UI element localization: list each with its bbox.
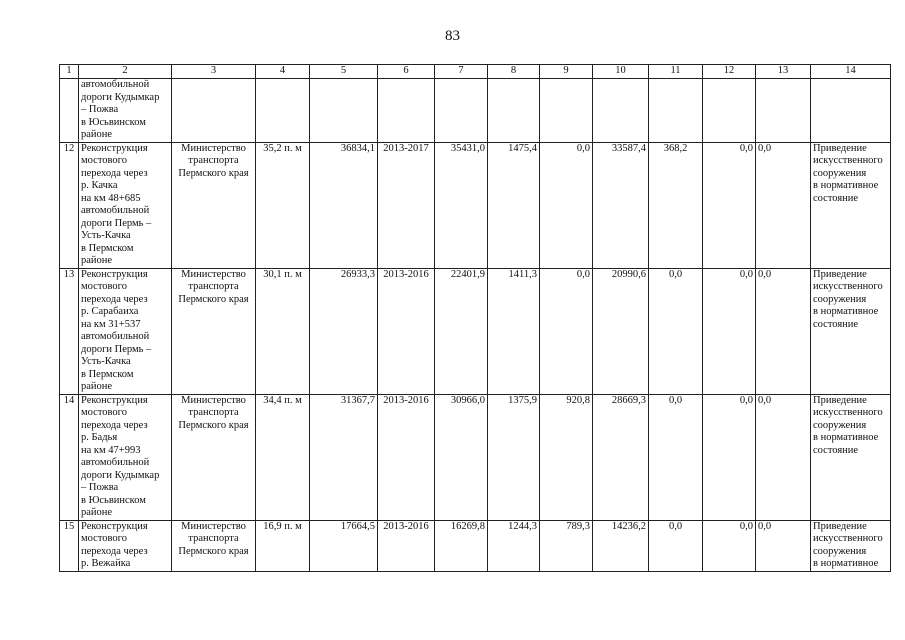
object-name-cell: Реконструкция мостового перехода через р. Качка на км 48+685 автомобильной дороги Пермь – Усть-Качка в Пермском районе: [79, 142, 172, 268]
total-cell: 22401,9: [435, 268, 488, 394]
column-header: 9: [540, 65, 593, 79]
row-number-cell: 13: [60, 268, 79, 394]
value-cell: 20990,6: [593, 268, 649, 394]
organization-cell: Министерство транспорта Пермского края: [172, 268, 256, 394]
value-cell: 0,0: [703, 394, 756, 520]
column-number-row: [60, 65, 891, 79]
row-number-cell: 14: [60, 394, 79, 520]
organization-cell: Министерство транспорта Пермского края: [172, 142, 256, 268]
goal-cell: Приведение искусственного сооружения в нормативное состояние: [811, 394, 891, 520]
column-header: 12: [703, 65, 756, 79]
column-header: 14: [811, 65, 891, 79]
value-cell: 0,0: [703, 268, 756, 394]
total-cell: 16269,8: [435, 520, 488, 571]
value-cell: 0,0: [649, 520, 703, 571]
value-cell: 0,0: [756, 520, 811, 571]
length-cell: 34,4 п. м: [256, 394, 310, 520]
length-cell: 35,2 п. м: [256, 142, 310, 268]
total-cell: 30966,0: [435, 394, 488, 520]
cost-cell: 36834,1: [310, 142, 378, 268]
column-header: 1: [60, 65, 79, 79]
value-cell: 368,2: [649, 142, 703, 268]
column-header: 11: [649, 65, 703, 79]
value-cell: 0,0: [756, 394, 811, 520]
value-cell: 0,0: [703, 520, 756, 571]
table-row: [60, 520, 891, 571]
value-cell: 14236,2: [593, 520, 649, 571]
value-cell: 0,0: [540, 268, 593, 394]
value-cell: 1375,9: [488, 394, 540, 520]
column-header: 6: [378, 65, 435, 79]
cost-cell: 17664,5: [310, 520, 378, 571]
value-cell: 33587,4: [593, 142, 649, 268]
organization-cell: Министерство транспорта Пермского края: [172, 394, 256, 520]
row-number-cell: 15: [60, 520, 79, 571]
column-header: 13: [756, 65, 811, 79]
continuation-name-cell: автомобильной дороги Кудымкар – Пожва в Юсьвинском районе: [79, 79, 172, 143]
goal-cell: Приведение искусственного сооружения в нормативное состояние: [811, 142, 891, 268]
column-header: 10: [593, 65, 649, 79]
cost-cell: 26933,3: [310, 268, 378, 394]
goal-cell: Приведение искусственного сооружения в нормативное состояние: [811, 268, 891, 394]
value-cell: 0,0: [649, 394, 703, 520]
object-name-cell: Реконструкция мостового перехода через р. Вежайка: [79, 520, 172, 571]
value-cell: 1411,3: [488, 268, 540, 394]
length-cell: 30,1 п. м: [256, 268, 310, 394]
value-cell: 0,0: [649, 268, 703, 394]
period-cell: 2013-2016: [378, 520, 435, 571]
table-row: [60, 268, 891, 394]
value-cell: 0,0: [756, 268, 811, 394]
goal-cell: Приведение искусственного сооружения в нормативное: [811, 520, 891, 571]
value-cell: 0,0: [756, 142, 811, 268]
continuation-row: [60, 79, 891, 143]
column-header: 2: [79, 65, 172, 79]
column-header: 8: [488, 65, 540, 79]
program-table: [59, 64, 891, 572]
cost-cell: 31367,7: [310, 394, 378, 520]
column-header: 7: [435, 65, 488, 79]
organization-cell: Министерство транспорта Пермского края: [172, 520, 256, 571]
table-row: [60, 142, 891, 268]
value-cell: 1475,4: [488, 142, 540, 268]
column-header: 4: [256, 65, 310, 79]
value-cell: 0,0: [703, 142, 756, 268]
column-header: 3: [172, 65, 256, 79]
row-number-cell: 12: [60, 142, 79, 268]
total-cell: 35431,0: [435, 142, 488, 268]
value-cell: 28669,3: [593, 394, 649, 520]
period-cell: 2013-2016: [378, 268, 435, 394]
object-name-cell: Реконструкция мостового перехода через р. Бадья на км 47+993 автомобильной дороги Кудымкар – Пожва в Юсьвинском районе: [79, 394, 172, 520]
column-header: 5: [310, 65, 378, 79]
object-name-cell: Реконструкция мостового перехода через р. Сарабаиха на км 31+537 автомобильной дороги Пермь – Усть-Качка в Пермском районе: [79, 268, 172, 394]
period-cell: 2013-2016: [378, 394, 435, 520]
length-cell: 16,9 п. м: [256, 520, 310, 571]
table-row: [60, 394, 891, 520]
value-cell: 920,8: [540, 394, 593, 520]
value-cell: 1244,3: [488, 520, 540, 571]
period-cell: 2013-2017: [378, 142, 435, 268]
page-number: 83: [445, 28, 460, 44]
value-cell: 789,3: [540, 520, 593, 571]
value-cell: 0,0: [540, 142, 593, 268]
